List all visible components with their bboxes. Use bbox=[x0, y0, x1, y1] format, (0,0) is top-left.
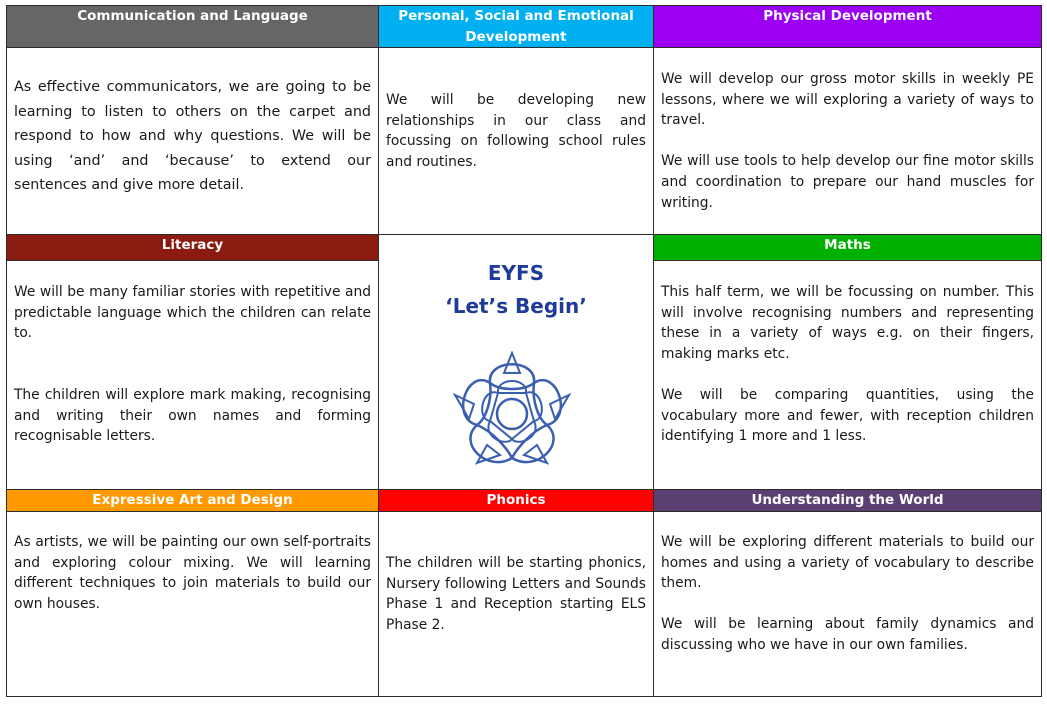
header-expressive-label: Expressive Art and Design bbox=[92, 492, 293, 508]
physical-para-2: We will use tools to help develop our fine motor skills and coordination to prepare our hand muscles for writing. bbox=[661, 153, 1034, 211]
header-world bbox=[653, 489, 1042, 512]
topic-overview-grid bbox=[6, 5, 1042, 697]
expressive-para-1: As artists, we will be painting our own self-portraits and exploring colour mixing. We will learning different techniques to join materials to build our own houses. bbox=[14, 534, 371, 612]
physical-para-1: We will develop our gross motor skills in weekly PE lessons, where we will exploring a variety of ways to travel. bbox=[661, 71, 1034, 129]
header-world-label: Understanding the World bbox=[751, 492, 944, 508]
header-maths bbox=[653, 234, 1042, 261]
header-expressive bbox=[6, 489, 379, 512]
phonics-para-1: The children will be starting phonics, Nursery following Letters and Sounds Phase 1 and Reception starting ELS Phase 2. bbox=[386, 555, 646, 633]
header-communication-label: Communication and Language bbox=[77, 8, 308, 24]
header-psed-label: Personal, Social and Emotional Development bbox=[398, 8, 634, 45]
literacy-para-2: The children will explore mark making, recognising and writing their own names and forming recognisable letters. bbox=[14, 386, 371, 445]
communication-para-1: As effective communicators, we are going to be learning to listen to others on the carpet and respond to how and why questions. We will be using ‘and’ and ‘because’ to extend our sentences and give more detail. bbox=[14, 79, 371, 193]
header-literacy-label: Literacy bbox=[161, 237, 224, 253]
rose-outer-petals bbox=[463, 364, 561, 462]
body-phonics bbox=[378, 511, 654, 697]
body-physical bbox=[653, 47, 1042, 235]
body-maths bbox=[653, 260, 1042, 490]
world-para-1: We will be exploring different materials to build our homes and using a variety of vocabulary to describe them. bbox=[661, 534, 1034, 592]
header-physical-label: Physical Development bbox=[763, 8, 932, 24]
body-literacy bbox=[6, 260, 379, 490]
header-physical bbox=[653, 5, 1042, 48]
yorkshire-rose-icon bbox=[446, 351, 578, 475]
body-world bbox=[653, 511, 1042, 697]
literacy-para-1: We will be many familiar stories with repetitive and predictable language which the children can relate to. bbox=[14, 284, 371, 342]
center-title-lets-begin: ‘Let’s Begin’ bbox=[445, 294, 587, 318]
world-para-2: We will be learning about family dynamics and discussing who we have in our own families. bbox=[661, 616, 1034, 653]
center-panel bbox=[378, 234, 654, 490]
header-maths-label: Maths bbox=[824, 237, 871, 253]
center-title-eyfs: EYFS bbox=[487, 261, 545, 285]
body-communication bbox=[6, 47, 379, 235]
body-psed bbox=[378, 47, 654, 235]
header-phonics bbox=[378, 489, 654, 512]
header-literacy bbox=[6, 234, 379, 261]
maths-para-2: We will be comparing quantities, using the vocabulary more and fewer, with reception children identifying 1 more and 1 less. bbox=[661, 386, 1034, 445]
body-expressive bbox=[6, 511, 379, 697]
header-communication bbox=[6, 5, 379, 48]
header-phonics-label: Phonics bbox=[486, 492, 546, 508]
header-psed bbox=[378, 5, 654, 48]
psed-para-1: We will be developing new relationships in our class and focussing on following school rules and routines. bbox=[386, 92, 646, 170]
maths-para-1: This half term, we will be focussing on number. This will involve recognising numbers and representing these in a variety of ways e.g. on their fingers, making marks etc. bbox=[661, 284, 1034, 362]
